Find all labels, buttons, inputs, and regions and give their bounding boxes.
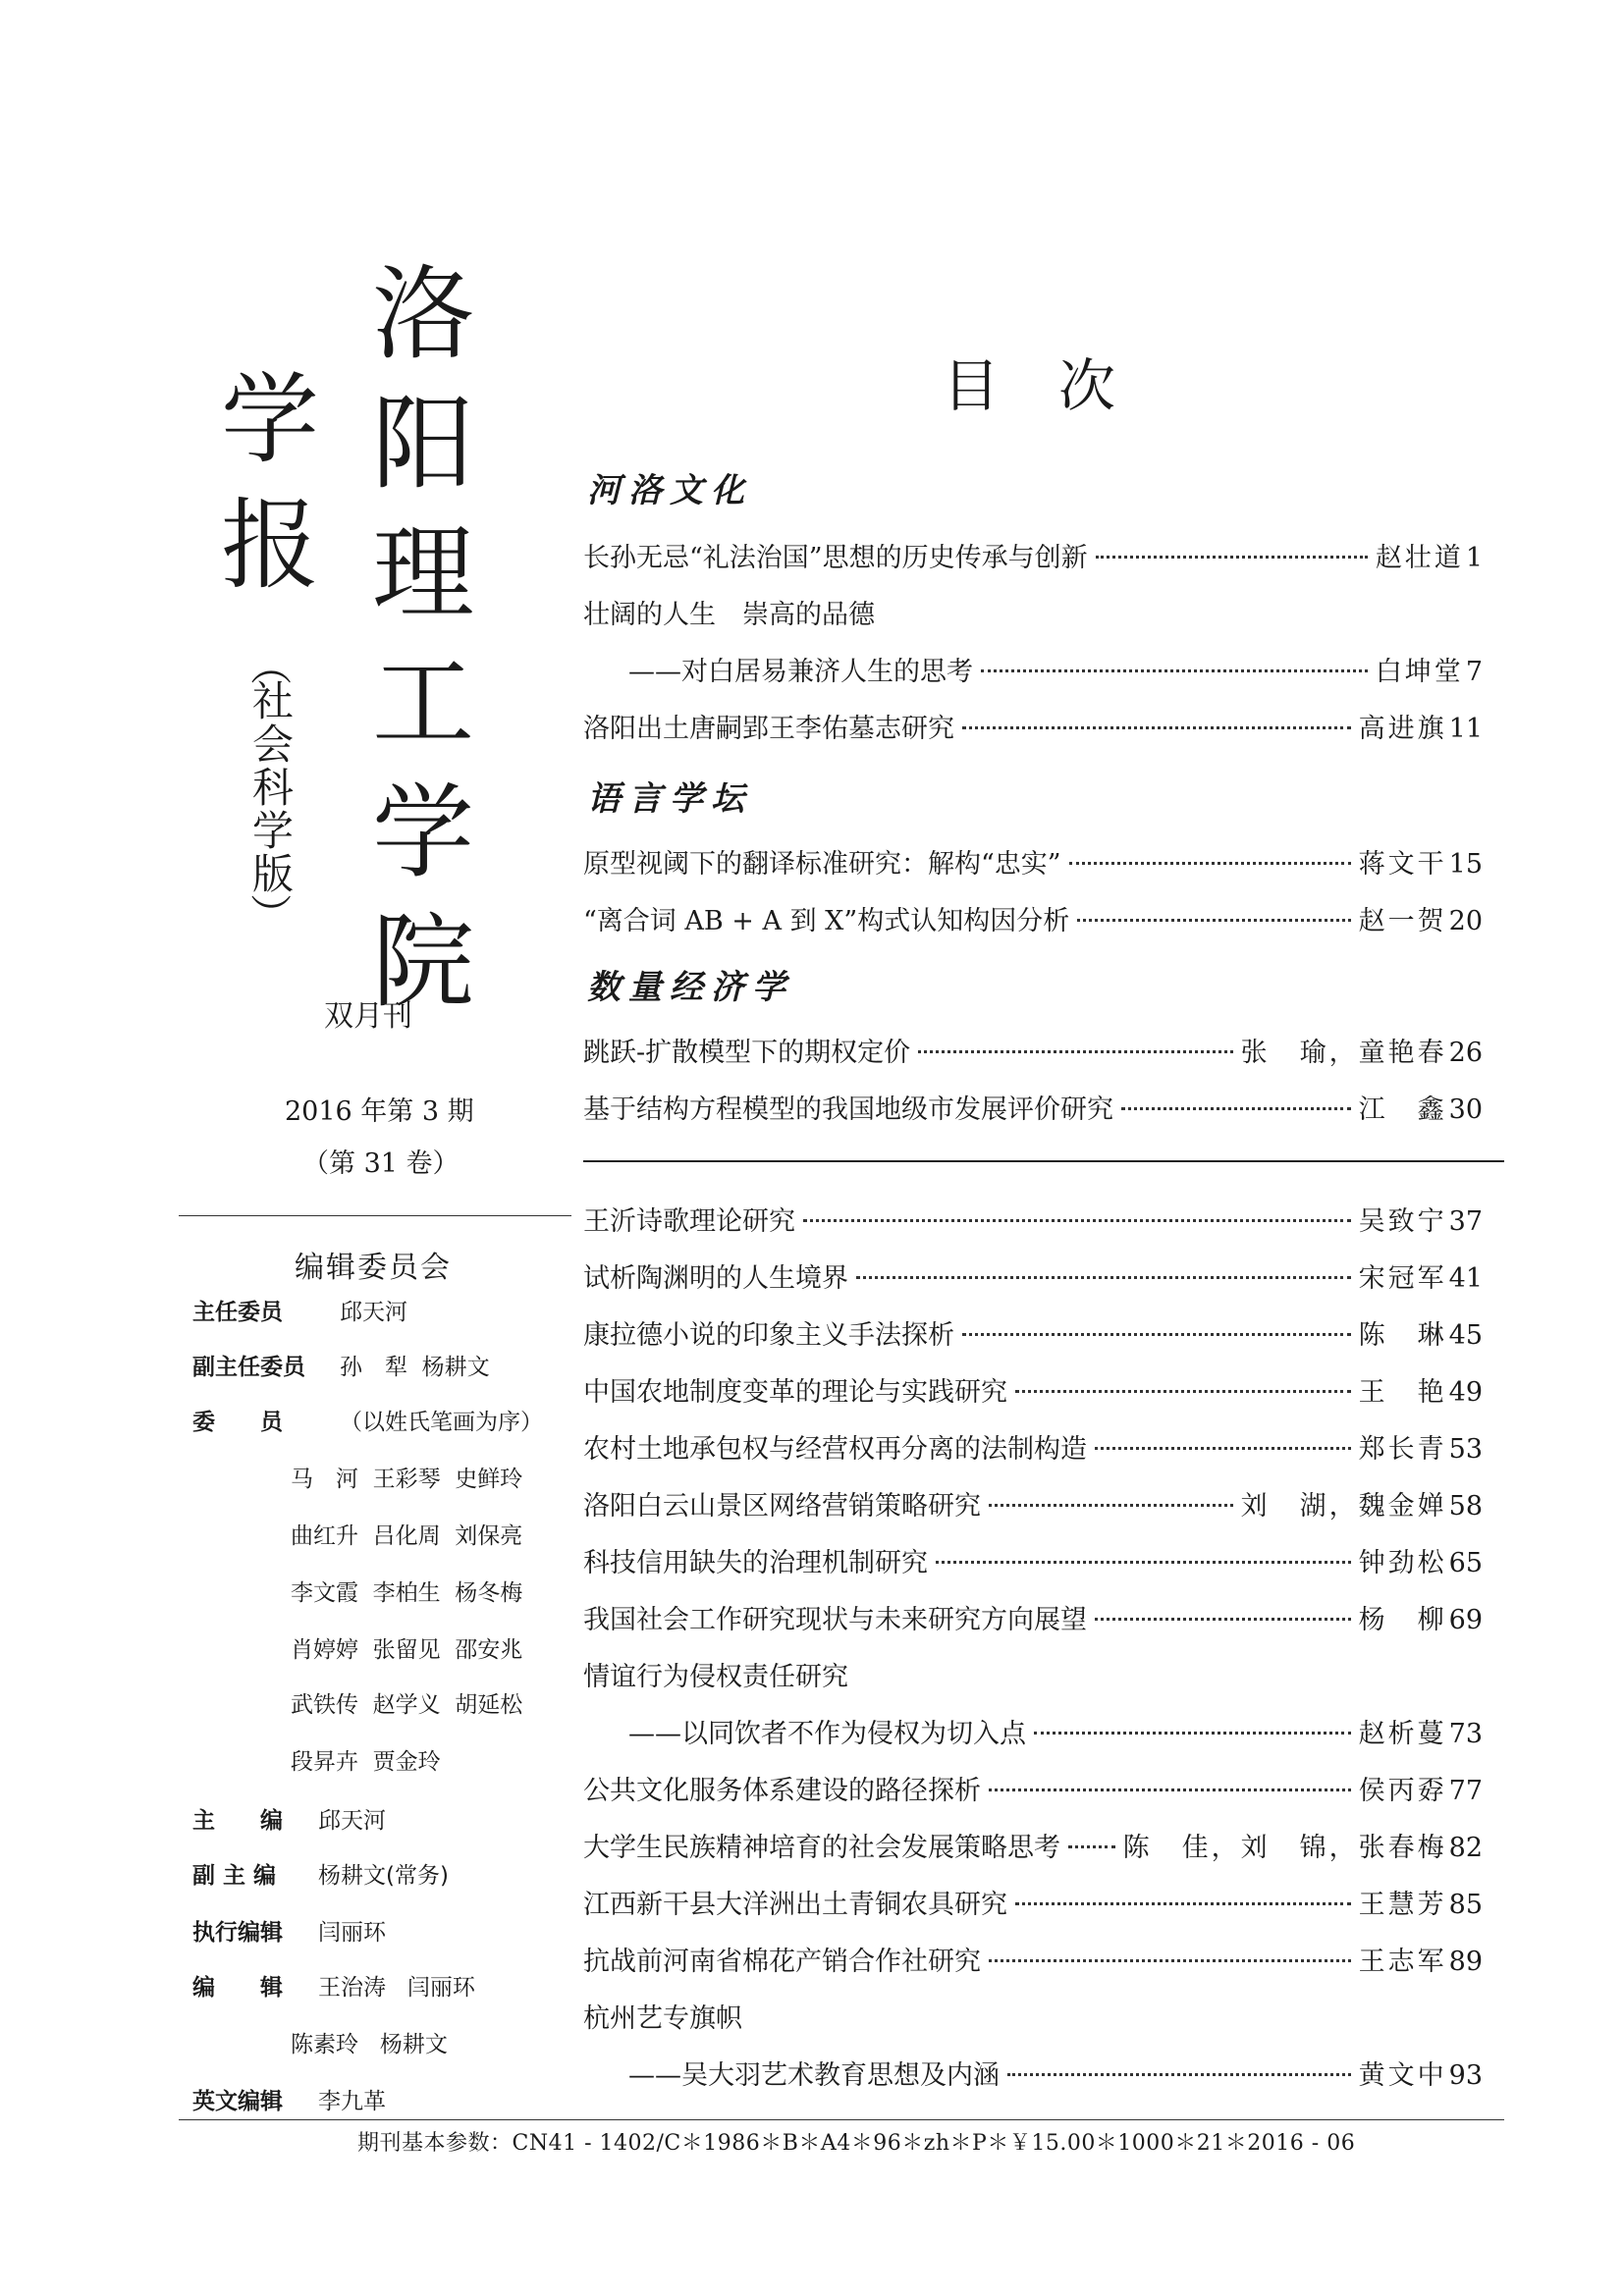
journal-edition — [244, 643, 302, 935]
journal-parameters: 期刊基本参数：CN41 - 1402/C＊1986＊B＊A4＊96＊zh＊P＊￥15.00＊1000＊21＊2016 - 06 — [357, 2131, 1356, 2156]
publication-frequency: 双月刊 — [324, 999, 412, 1034]
page-number: 45 — [1448, 1320, 1483, 1351]
board-names: 段昇卉 贾金玲 — [291, 1749, 441, 1775]
article-title: 情谊行为侵权责任研究 — [583, 1662, 848, 1692]
dot-leader — [1007, 2073, 1351, 2076]
article-title: 王沂诗歌理论研究 — [583, 1206, 795, 1237]
page-number: 65 — [1448, 1548, 1483, 1578]
edition-char: ） — [244, 892, 294, 935]
dot-leader — [981, 669, 1368, 672]
article-title: 抗战前河南省棉花产销合作社研究 — [583, 1947, 981, 1977]
board-names: 曲红升 吕化周 刘保亮 — [291, 1523, 523, 1549]
article-title: 跳跃-扩散模型下的期权定价 — [583, 1038, 911, 1068]
toc-entry[interactable] — [583, 1256, 1483, 1296]
page-number: 82 — [1448, 1833, 1483, 1863]
article-title: ——以同饮者不作为侵权为切入点 — [628, 1719, 1026, 1749]
article-title: ——吴大羽艺术教育思想及内涵 — [628, 2060, 1000, 2091]
board-role: 副 主 编 — [192, 1863, 277, 1889]
article-author: 蒋文干 — [1358, 849, 1447, 880]
article-author: 赵一贺 — [1358, 906, 1447, 936]
article-author: 郑长青 — [1358, 1434, 1447, 1465]
page-number: 41 — [1448, 1263, 1483, 1294]
board-role: 编 辑 — [192, 1975, 283, 2001]
toc-entry[interactable] — [583, 842, 1483, 881]
title-char: 洛 — [371, 254, 474, 374]
article-author: 白坤堂 — [1375, 657, 1464, 687]
article-title: “离合词 AB + A 到 X”构式认知构因分析 — [583, 906, 1070, 936]
article-title: 基于结构方程模型的我国地级市发展评价研究 — [583, 1095, 1113, 1125]
article-title: 试析陶渊明的人生境界 — [583, 1263, 848, 1294]
board-names: 孙 犁 杨耕文 — [340, 1355, 490, 1380]
title-char: 学 — [221, 362, 319, 477]
title-char: 理 — [371, 513, 474, 633]
article-author: 赵析蔓 — [1358, 1719, 1447, 1749]
toc-entry[interactable] — [583, 1541, 1483, 1580]
page-number: 30 — [1448, 1095, 1483, 1125]
dot-leader — [1095, 1618, 1351, 1621]
article-author: 赵壮道 — [1375, 543, 1464, 573]
issue-number: 2016 年第 3 期 — [285, 1096, 474, 1127]
article-title: ——对白居易兼济人生的思考 — [628, 657, 973, 687]
dot-leader — [1015, 1390, 1351, 1393]
page-number: 93 — [1448, 2060, 1483, 2091]
board-names: 陈素玲 杨耕文 — [291, 2032, 448, 2057]
article-author: 钟劲松 — [1358, 1548, 1447, 1578]
toc-entry[interactable] — [583, 1769, 1483, 1808]
section-heading: 语言学坛 — [587, 779, 752, 819]
toc-entry[interactable] — [583, 1997, 1483, 2036]
page-number: 7 — [1465, 657, 1483, 687]
toc-entry[interactable] — [583, 1655, 1483, 1694]
edition-char: 科 — [251, 764, 294, 812]
page-number: 49 — [1448, 1377, 1483, 1408]
board-role: 主 编 — [192, 1808, 283, 1834]
board-names: 肖婷婷 张留见 邵安兆 — [291, 1637, 523, 1663]
board-names: 邱天河 — [318, 1808, 386, 1834]
page-number: 1 — [1465, 543, 1483, 573]
article-author: 江 鑫 — [1358, 1095, 1447, 1125]
dot-leader — [989, 1504, 1233, 1507]
toc-entry[interactable] — [583, 1313, 1483, 1353]
toc-entry[interactable] — [583, 1883, 1483, 1922]
page-number: 85 — [1448, 1890, 1483, 1920]
toc-entry[interactable] — [583, 1200, 1483, 1239]
dot-leader — [1068, 1845, 1115, 1848]
editorial-board-title: 编辑委员会 — [295, 1251, 452, 1285]
article-title: 我国社会工作研究现状与未来研究方向展望 — [583, 1605, 1087, 1635]
dot-leader — [856, 1276, 1351, 1279]
title-char: 工 — [371, 643, 474, 763]
dot-leader — [1034, 1732, 1351, 1735]
article-title: 公共文化服务体系建设的路径探析 — [583, 1776, 981, 1806]
page-number: 89 — [1448, 1947, 1483, 1977]
page-number: 11 — [1448, 714, 1483, 744]
dot-leader — [1069, 862, 1351, 865]
board-names: 邱天河 — [340, 1300, 407, 1325]
toc-entry[interactable] — [583, 593, 1483, 632]
title-char: 阳 — [371, 384, 474, 504]
page-number: 26 — [1448, 1038, 1483, 1068]
dot-leader — [989, 1789, 1351, 1791]
article-author: 宋冠军 — [1358, 1263, 1447, 1294]
divider — [179, 1215, 571, 1216]
section-heading: 数量经济学 — [587, 968, 793, 1007]
article-title: 农村土地承包权与经营权再分离的法制构造 — [583, 1434, 1087, 1465]
article-title: 洛阳出土唐嗣郢王李佑墓志研究 — [583, 714, 954, 744]
board-names: 李文霞 李柏生 杨冬梅 — [291, 1580, 523, 1606]
board-names: 李九革 — [318, 2089, 386, 2114]
journal-title-xuebao — [216, 362, 324, 622]
title-char: 报 — [221, 488, 319, 603]
board-role: 主任委员 — [192, 1300, 283, 1325]
board-role: 英文编辑 — [192, 2089, 283, 2114]
article-title: 原型视阈下的翻译标准研究：解构“忠实” — [583, 849, 1061, 880]
dot-leader — [1095, 1447, 1351, 1450]
board-names: 闫丽环 — [318, 1920, 386, 1946]
toc-entry[interactable] — [583, 707, 1483, 746]
article-author: 王慧芳 — [1358, 1890, 1447, 1920]
article-author: 王志军 — [1358, 1947, 1447, 1977]
edition-char: 版 — [251, 850, 294, 898]
board-role: 执行编辑 — [192, 1920, 283, 1946]
title-char: 院 — [371, 902, 474, 1022]
dot-leader — [1015, 1902, 1351, 1905]
volume-number: （第 31 卷） — [302, 1148, 460, 1179]
article-title: 杭州艺专旗帜 — [583, 2003, 742, 2034]
toc-entry[interactable] — [583, 1370, 1483, 1410]
dot-leader — [1096, 556, 1368, 559]
board-role: 委 员 — [192, 1410, 283, 1435]
article-author: 陈 琳 — [1358, 1320, 1447, 1351]
page-number: 20 — [1448, 906, 1483, 936]
board-names: 马 河 王彩琴 史鲜玲 — [291, 1467, 523, 1492]
article-title: 中国农地制度变革的理论与实践研究 — [583, 1377, 1007, 1408]
toc-entry[interactable] — [583, 1826, 1483, 1865]
toc-heading: 目次 — [943, 352, 1175, 419]
page-number: 53 — [1448, 1434, 1483, 1465]
edition-char: 学 — [251, 807, 294, 855]
board-names: （以姓氏笔画为序） — [340, 1410, 543, 1435]
board-role: 副主任委员 — [192, 1355, 305, 1380]
article-author: 侯丙孬 — [1358, 1776, 1447, 1806]
journal-title-main — [359, 254, 487, 1041]
article-author: 杨 柳 — [1358, 1605, 1447, 1635]
page-number: 37 — [1448, 1206, 1483, 1237]
article-author: 高进旗 — [1358, 714, 1447, 744]
dot-leader — [936, 1561, 1351, 1564]
dot-leader — [962, 726, 1351, 729]
edition-char: （ — [244, 643, 294, 686]
dot-leader — [918, 1050, 1233, 1053]
article-title: 大学生民族精神培育的社会发展策略思考 — [583, 1833, 1060, 1863]
dot-leader — [1121, 1107, 1351, 1110]
article-author: 陈 佳，刘 锦，张春梅 — [1122, 1833, 1447, 1863]
toc-entry[interactable] — [583, 1598, 1483, 1637]
edition-char: 会 — [251, 721, 294, 769]
page-number: 15 — [1448, 849, 1483, 880]
article-author: 吴致宁 — [1358, 1206, 1447, 1237]
article-title: 江西新干县大洋洲出土青铜农具研究 — [583, 1890, 1007, 1920]
board-names: 王治涛 闫丽环 — [318, 1975, 475, 2001]
article-author: 张 瑜，童艳春 — [1240, 1038, 1447, 1068]
article-title: 洛阳白云山景区网络营销策略研究 — [583, 1491, 981, 1522]
page-number: 73 — [1448, 1719, 1483, 1749]
edition-char: 社 — [251, 677, 294, 725]
toc-entry[interactable] — [628, 1712, 1483, 1751]
page-number: 77 — [1448, 1776, 1483, 1806]
title-char: 学 — [371, 773, 474, 892]
toc-entry[interactable] — [628, 2054, 1483, 2093]
board-names: 武铁传 赵学义 胡延松 — [291, 1692, 523, 1718]
toc-entry[interactable] — [583, 1484, 1483, 1523]
toc-entry[interactable] — [583, 1427, 1483, 1467]
toc-entry[interactable] — [583, 1031, 1483, 1070]
dot-leader — [803, 1219, 1351, 1222]
toc-entry[interactable] — [628, 650, 1483, 689]
section-heading: 河洛文化 — [587, 471, 752, 510]
toc-entry[interactable] — [583, 1088, 1483, 1127]
page-number: 69 — [1448, 1605, 1483, 1635]
article-title: 长孙无忌“礼法治国”思想的历史传承与创新 — [583, 543, 1088, 573]
article-author: 王 艳 — [1358, 1377, 1447, 1408]
toc-entry[interactable] — [583, 1940, 1483, 1979]
dot-leader — [989, 1959, 1351, 1962]
toc-entry[interactable] — [583, 536, 1483, 575]
toc-entry[interactable] — [583, 899, 1483, 938]
article-title: 壮阔的人生 崇高的品德 — [583, 600, 875, 630]
article-title: 科技信用缺失的治理机制研究 — [583, 1548, 928, 1578]
board-names: 杨耕文(常务) — [318, 1863, 449, 1889]
article-author: 刘 湖，魏金婵 — [1240, 1491, 1447, 1522]
article-title: 康拉德小说的印象主义手法探析 — [583, 1320, 954, 1351]
divider — [583, 1160, 1504, 1162]
article-author: 黄文中 — [1358, 2060, 1447, 2091]
divider — [179, 2119, 1504, 2120]
page-number: 58 — [1448, 1491, 1483, 1522]
dot-leader — [1077, 919, 1350, 922]
dot-leader — [962, 1333, 1351, 1336]
